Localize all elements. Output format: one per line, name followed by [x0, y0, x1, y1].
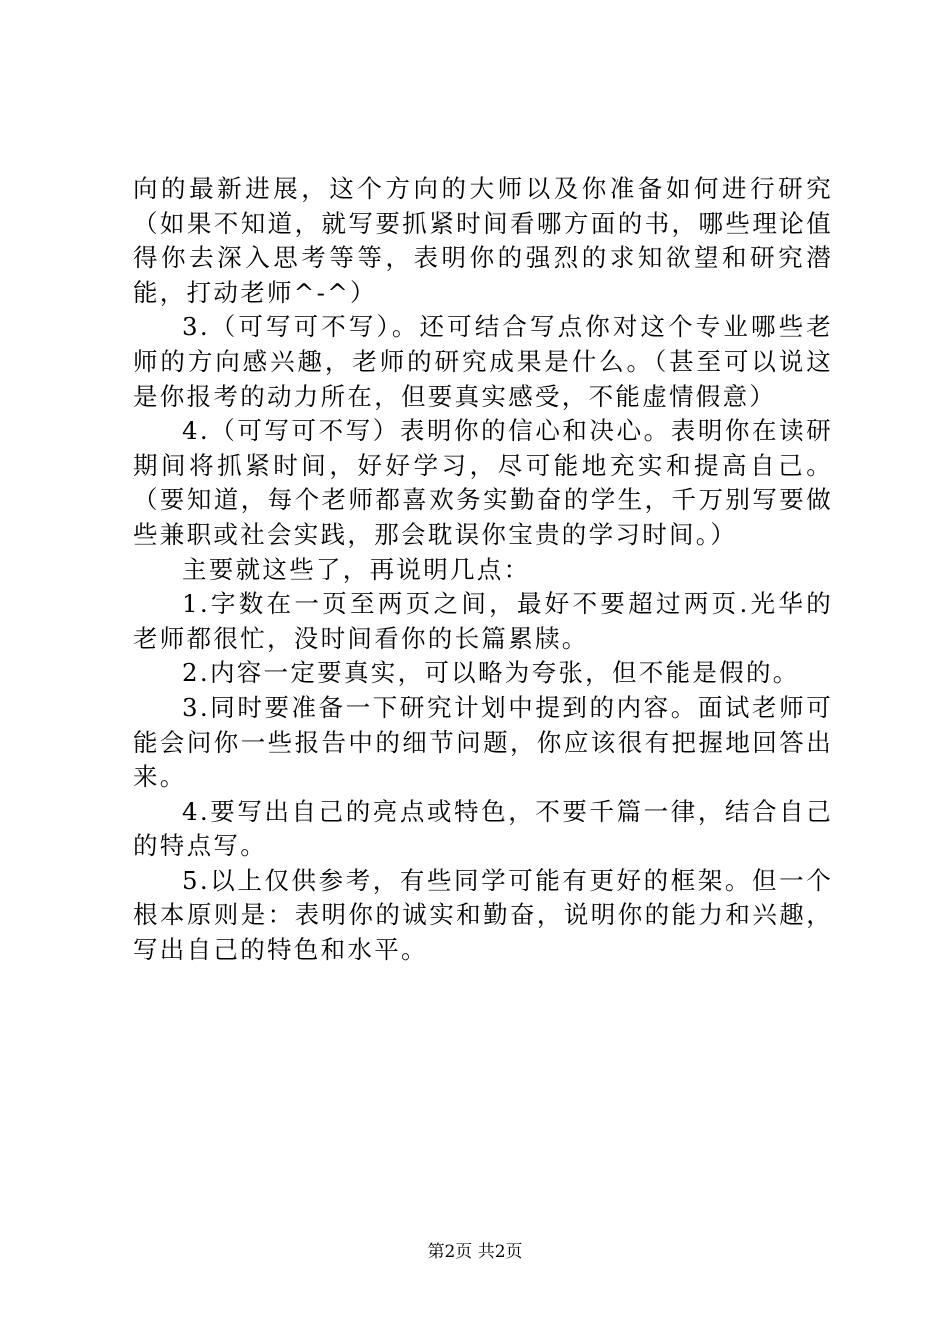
paragraph-summary-intro: 主要就这些了，再说明几点：: [182, 554, 531, 584]
paragraph-note-1: 1.字数在一页至两页之间，最好不要超过两页.光华的老师都很忙，没时间看你的长篇累牍。: [133, 589, 833, 653]
paragraph-continued: 向的最新进展，这个方向的大师以及你准备如何进行研究（如果不知道，就写要抓紧时间看哪方面的书，哪些理论值得你去深入思考等等，表明你的强烈的求知欲望和研究潜能，打动老师^-^）: [133, 174, 833, 307]
paragraph-note-3: 3.同时要准备一下研究计划中提到的内容。面试老师可能会问你一些报告中的细节问题，你应该很有把握地回答出来。: [133, 692, 833, 792]
paragraph-note-2: 2.内容一定要真实，可以略为夸张，但不能是假的。: [182, 658, 800, 688]
paragraph-note-5: 5.以上仅供参考，有些同学可能有更好的框架。但一个根本原则是：表明你的诚实和勤奋，说明你的能力和兴趣，写出自己的特色和水平。: [133, 865, 833, 965]
document-body: [133, 172, 833, 968]
page-footer: 第2页 共2页: [427, 1242, 523, 1262]
paragraph-note-4: 4.要写出自己的亮点或特色，不要千篇一律，结合自己的特点写。: [133, 796, 833, 861]
paragraph-point-3: 3.（可写可不写）。还可结合写点你对这个专业哪些老师的方向感兴趣，老师的研究成果是什么。（甚至可以说这是你报考的动力所在，但要真实感受，不能虚情假意）: [133, 312, 833, 411]
paragraph-point-4: 4.（可写可不写）表明你的信心和决心。表明你在读研期间将抓紧时间，好好学习，尽可能地充实和提高自己。（要知道，每个老师都喜欢务实勤奋的学生，千万别写要做些兼职或社会实践，那会耽误你宝贵的学习时间。）: [133, 416, 833, 549]
